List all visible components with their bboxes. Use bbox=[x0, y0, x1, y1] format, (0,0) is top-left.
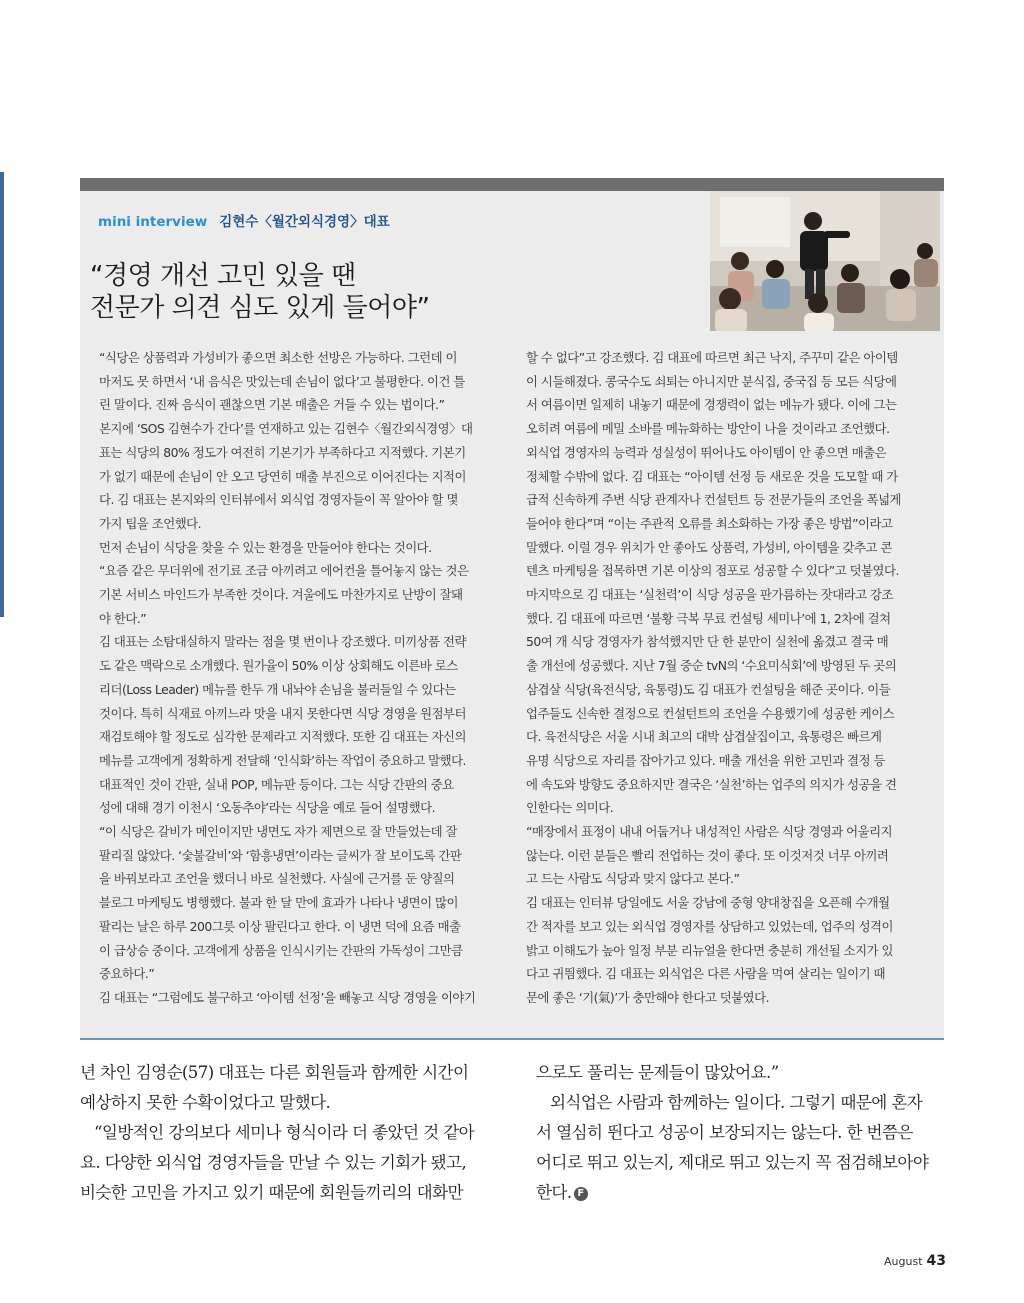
interview-text-line: 야 한다.” bbox=[99, 610, 147, 626]
interview-text-line: 유명 식당으로 자리를 잡아가고 있다. 매출 개선을 위한 고민과 결정 등 bbox=[526, 752, 885, 768]
interview-text-line: 가지 팁을 조언했다. bbox=[99, 515, 202, 531]
interview-text-line: 팔리는 날은 하루 200그릇 이상 팔린다고 한다. 이 냉면 덕에 요즘 매출 bbox=[99, 918, 461, 934]
page-footer bbox=[884, 1250, 946, 1269]
page-number: 43 bbox=[926, 1253, 946, 1269]
interview-text-line: 삼겹살 식당(육전식당, 육통령)도 김 대표가 컨설팅을 해준 곳이다. 이들 bbox=[526, 681, 891, 697]
body-text-line: 년 차인 김영순(57) 대표는 다른 회원들과 함께한 시간이 bbox=[80, 1063, 469, 1082]
interviewee-name: 김현수〈월간외식경영〉대표 bbox=[219, 214, 390, 230]
interview-text-line: 인한다는 의미다. bbox=[526, 800, 614, 816]
headline-line-2: 전문가 의견 심도 있게 들어야” bbox=[90, 293, 430, 323]
interview-text-line: 대표적인 것이 간판, 실내 POP, 메뉴판 등이다. 그는 식당 간판의 중요 bbox=[99, 776, 454, 792]
mini-interview-box bbox=[80, 178, 944, 1040]
article-body-right bbox=[536, 1058, 956, 1208]
interview-text-line: 마지막으로 김 대표는 ‘실천력’이 식당 성공을 판가름하는 잣대라고 강조 bbox=[526, 587, 893, 603]
interview-text-line: 리더(Loss Leader) 메뉴를 한두 개 내놔야 손님을 불러들일 수 있다는 bbox=[99, 681, 456, 697]
interview-text-line: 본지에 ‘SOS 김현수가 간다’를 연재하고 있는 김현수〈월간외식경영〉대 bbox=[99, 421, 473, 437]
interview-text-line: 팔리질 않았다. ‘숯불갈비’와 ‘함흥냉면’이라는 글씨가 잘 보이도록 간판 bbox=[99, 847, 462, 863]
body-text-line: 요. 다양한 외식업 경영자들을 만날 수 있는 기회가 됐고, bbox=[80, 1153, 467, 1172]
interview-text-line: 외식업 경영자의 능력과 성실성이 뛰어나도 아이템이 안 좋으면 매출은 bbox=[526, 444, 887, 460]
interview-text-line: 다고 귀띔했다. 김 대표는 외식업은 다른 사람을 먹여 살리는 일이기 때 bbox=[526, 966, 885, 982]
interview-text-line: 50여 개 식당 경영자가 참석했지만 단 한 분만이 실천에 옮겼고 결국 매 bbox=[526, 634, 889, 650]
interview-text-line: 다. 육전식당은 서울 시내 최고의 대박 삼겹살집이고, 육통령은 빠르게 bbox=[526, 729, 882, 745]
interview-text-line: 이 급상승 중이다. 고객에게 상품을 인식시키는 간판의 가독성이 그만큼 bbox=[99, 942, 463, 958]
body-text-line: 어디로 뛰고 있는지, 제대로 뛰고 있는지 꼭 점검해보아야 bbox=[536, 1153, 929, 1172]
interview-text-line: 텐츠 마케팅을 접목하면 기본 이상의 점포로 성공할 수 있다”고 덧붙였다. bbox=[526, 563, 899, 579]
interview-text-line: “식당은 상품력과 가성비가 좋으면 최소한 선방은 가능하다. 그런데 이 bbox=[99, 350, 458, 365]
article-end-icon: F bbox=[574, 1187, 588, 1201]
interview-text-line: 할 수 없다”고 강조했다. 김 대표에 따르면 최근 낙지, 주꾸미 같은 아이템 bbox=[526, 350, 898, 365]
interview-text-line: 재검토해야 할 정도로 심각한 문제라고 지적했다. 또한 김 대표는 자신의 bbox=[99, 729, 466, 745]
interview-text-line: 했다. 김 대표에 따르면 ‘불황 극복 무료 컨설팅 세미나’에 1, 2차에 걸쳐 bbox=[526, 610, 891, 626]
page-edge-bar bbox=[0, 172, 4, 617]
interview-text-line: 정체할 수밖에 없다. 김 대표는 “아이템 선정 등 새로운 것을 도모할 때 가 bbox=[526, 468, 898, 484]
interview-text-line: 에 속도와 방향도 중요하지만 결국은 ‘실천’하는 업주의 의지가 성공을 견 bbox=[526, 776, 897, 792]
interview-text-line: 기본 서비스 마인드가 부족한 것이다. 겨울에도 마찬가지로 난방이 잘돼 bbox=[99, 587, 463, 603]
seminar-photo bbox=[710, 191, 940, 331]
interview-text-line: 출 개선에 성공했다. 지난 7월 중순 tvN의 ‘수요미식회’에 방영된 두 곳의 bbox=[526, 658, 897, 674]
interview-text-line: 가 없기 때문에 손님이 안 오고 당연히 매출 부진으로 이어진다는 지적이 bbox=[99, 468, 466, 484]
mini-interview-label: mini interview bbox=[98, 214, 208, 230]
interview-text-line: 고 드는 사람도 식당과 맞지 않다고 본다.” bbox=[526, 871, 740, 887]
interview-text-line: 들어야 한다”며 “이는 주관적 오류를 최소화하는 가장 좋은 방법”이라고 bbox=[526, 515, 893, 531]
interview-text-line: 김 대표는 인터뷰 당일에도 서울 강남에 중형 양대창집을 오픈해 수개월 bbox=[526, 895, 890, 911]
interview-text-line: 않는다. 이런 분들은 빨리 전업하는 것이 좋다. 또 이것저것 너무 아끼려 bbox=[526, 847, 889, 863]
interview-right-column bbox=[526, 346, 930, 1010]
headline-line-1: “경영 개선 고민 있을 땐 bbox=[90, 261, 356, 291]
article-body-left bbox=[80, 1058, 500, 1208]
interview-text-line: “이 식당은 갈비가 메인이지만 냉면도 자가 제면으로 잘 만들었는데 잘 bbox=[99, 824, 458, 840]
interview-text-line: 표는 식당의 80% 정도가 여전히 기본기가 부족하다고 지적했다. 기본기 bbox=[99, 444, 466, 460]
interview-text-line: 마저도 못 하면서 ‘내 음식은 맛있는데 손님이 없다’고 불평한다. 이건 틀 bbox=[99, 373, 465, 389]
interview-text-line: 중요하다.” bbox=[99, 966, 155, 982]
interview-text-line: 린 말이다. 진짜 음식이 괜찮으면 기본 매출은 거들 수 있는 법이다.” bbox=[99, 397, 445, 413]
body-text-line: 서 열심히 뛴다고 성공이 보장되지는 않는다. 한 번쯤은 bbox=[536, 1123, 913, 1142]
body-text-line: 으로도 풀리는 문제들이 많았어요.” bbox=[536, 1063, 779, 1082]
body-text-line: 비슷한 고민을 가지고 있기 때문에 회원들끼리의 대화만 bbox=[80, 1183, 463, 1202]
body-text-line: 외식업은 사람과 함께하는 일이다. 그렇기 때문에 혼자 bbox=[550, 1093, 923, 1112]
interview-text-line: 문에 좋은 ‘기(氣)’가 충만해야 한다고 덧붙였다. bbox=[526, 989, 770, 1005]
interview-text-line: 김 대표는 “그럼에도 불구하고 ‘아이템 선정’을 빼놓고 식당 경영을 이야기 bbox=[99, 989, 476, 1005]
interview-text-line: 다. 김 대표는 본지와의 인터뷰에서 외식업 경영자들이 꼭 알아야 할 몇 bbox=[99, 492, 458, 508]
interview-text-line: 말했다. 이럴 경우 위치가 안 좋아도 상품력, 가성비, 아이템을 갖추고 콘 bbox=[526, 539, 892, 555]
interview-text-line: 간 적자를 보고 있는 외식업 경영자를 상담하고 있었는데, 업주의 성격이 bbox=[526, 918, 893, 934]
body-text-line: 한다. F bbox=[536, 1178, 956, 1208]
interview-text-line: 도 같은 맥락으로 소개했다. 원가율이 50% 이상 상회해도 이른바 로스 bbox=[99, 658, 458, 674]
interview-headline bbox=[90, 260, 429, 324]
interview-text-line: 김 대표는 소탐대실하지 말라는 점을 몇 번이나 강조했다. 미끼상품 전략 bbox=[99, 634, 466, 650]
interview-text-line: “매장에서 표정이 내내 어둡거나 내성적인 사람은 식당 경영과 어울리지 bbox=[526, 824, 893, 840]
interview-text-line: 을 바꿔보라고 조언을 했더니 바로 실천했다. 사실에 근거를 둔 양질의 bbox=[99, 871, 455, 887]
interview-text-line: 업주들도 신속한 결정으로 컨설턴트의 조언을 수용했기에 성공한 케이스 bbox=[526, 705, 895, 721]
interview-text-line: 밝고 이해도가 높아 일정 부분 리뉴얼을 한다면 충분히 개선될 소지가 있 bbox=[526, 942, 893, 958]
interview-text-line: 메뉴를 고객에게 정확하게 전달해 ‘인식화’하는 작업이 중요하고 말했다. bbox=[99, 752, 466, 768]
interview-text-line: 서 여름이면 일제히 내놓기 때문에 경쟁력이 없는 메뉴가 됐다. 이에 그는 bbox=[526, 397, 897, 413]
interview-text-line: 성에 대해 경기 이천시 ‘오동추야’라는 식당을 예로 들어 설명했다. bbox=[99, 800, 436, 816]
interview-text-line: 이 시들해졌다. 콩국수도 쇠퇴는 아니지만 분식집, 중국집 등 모든 식당에 bbox=[526, 373, 897, 389]
body-text-line: 예상하지 못한 수확이었다고 말했다. bbox=[80, 1093, 331, 1112]
interview-text-line: 급적 신속하게 주변 식당 관계자나 컨설턴트 등 전문가들의 조언을 폭넓게 bbox=[526, 492, 902, 508]
interview-kicker bbox=[98, 210, 390, 230]
interview-text-line: 오히려 여름에 메밀 소바를 메뉴화하는 방안이 나을 것이라고 조언했다. bbox=[526, 421, 890, 437]
footer-month: August bbox=[884, 1255, 923, 1268]
interview-text-line: 블로그 마케팅도 병행했다. 불과 한 달 만에 효과가 나타나 냉면이 많이 bbox=[99, 895, 458, 911]
interview-text-line: 먼저 손님이 식당을 찾을 수 있는 환경을 만들어야 한다는 것이다. bbox=[99, 539, 432, 555]
interview-text-line: 것이다. 특히 식재료 아끼느라 맛을 내지 못한다면 식당 경영을 원점부터 bbox=[99, 705, 466, 721]
interview-left-column bbox=[99, 346, 503, 1010]
box-top-band bbox=[80, 178, 944, 191]
interview-text-line: “요즘 같은 무더위에 전기료 조금 아끼려고 에어컨을 틀어놓지 않는 것은 bbox=[99, 563, 469, 579]
body-text-line: “일방적인 강의보다 세미나 형식이라 더 좋았던 것 같아 bbox=[94, 1123, 475, 1142]
